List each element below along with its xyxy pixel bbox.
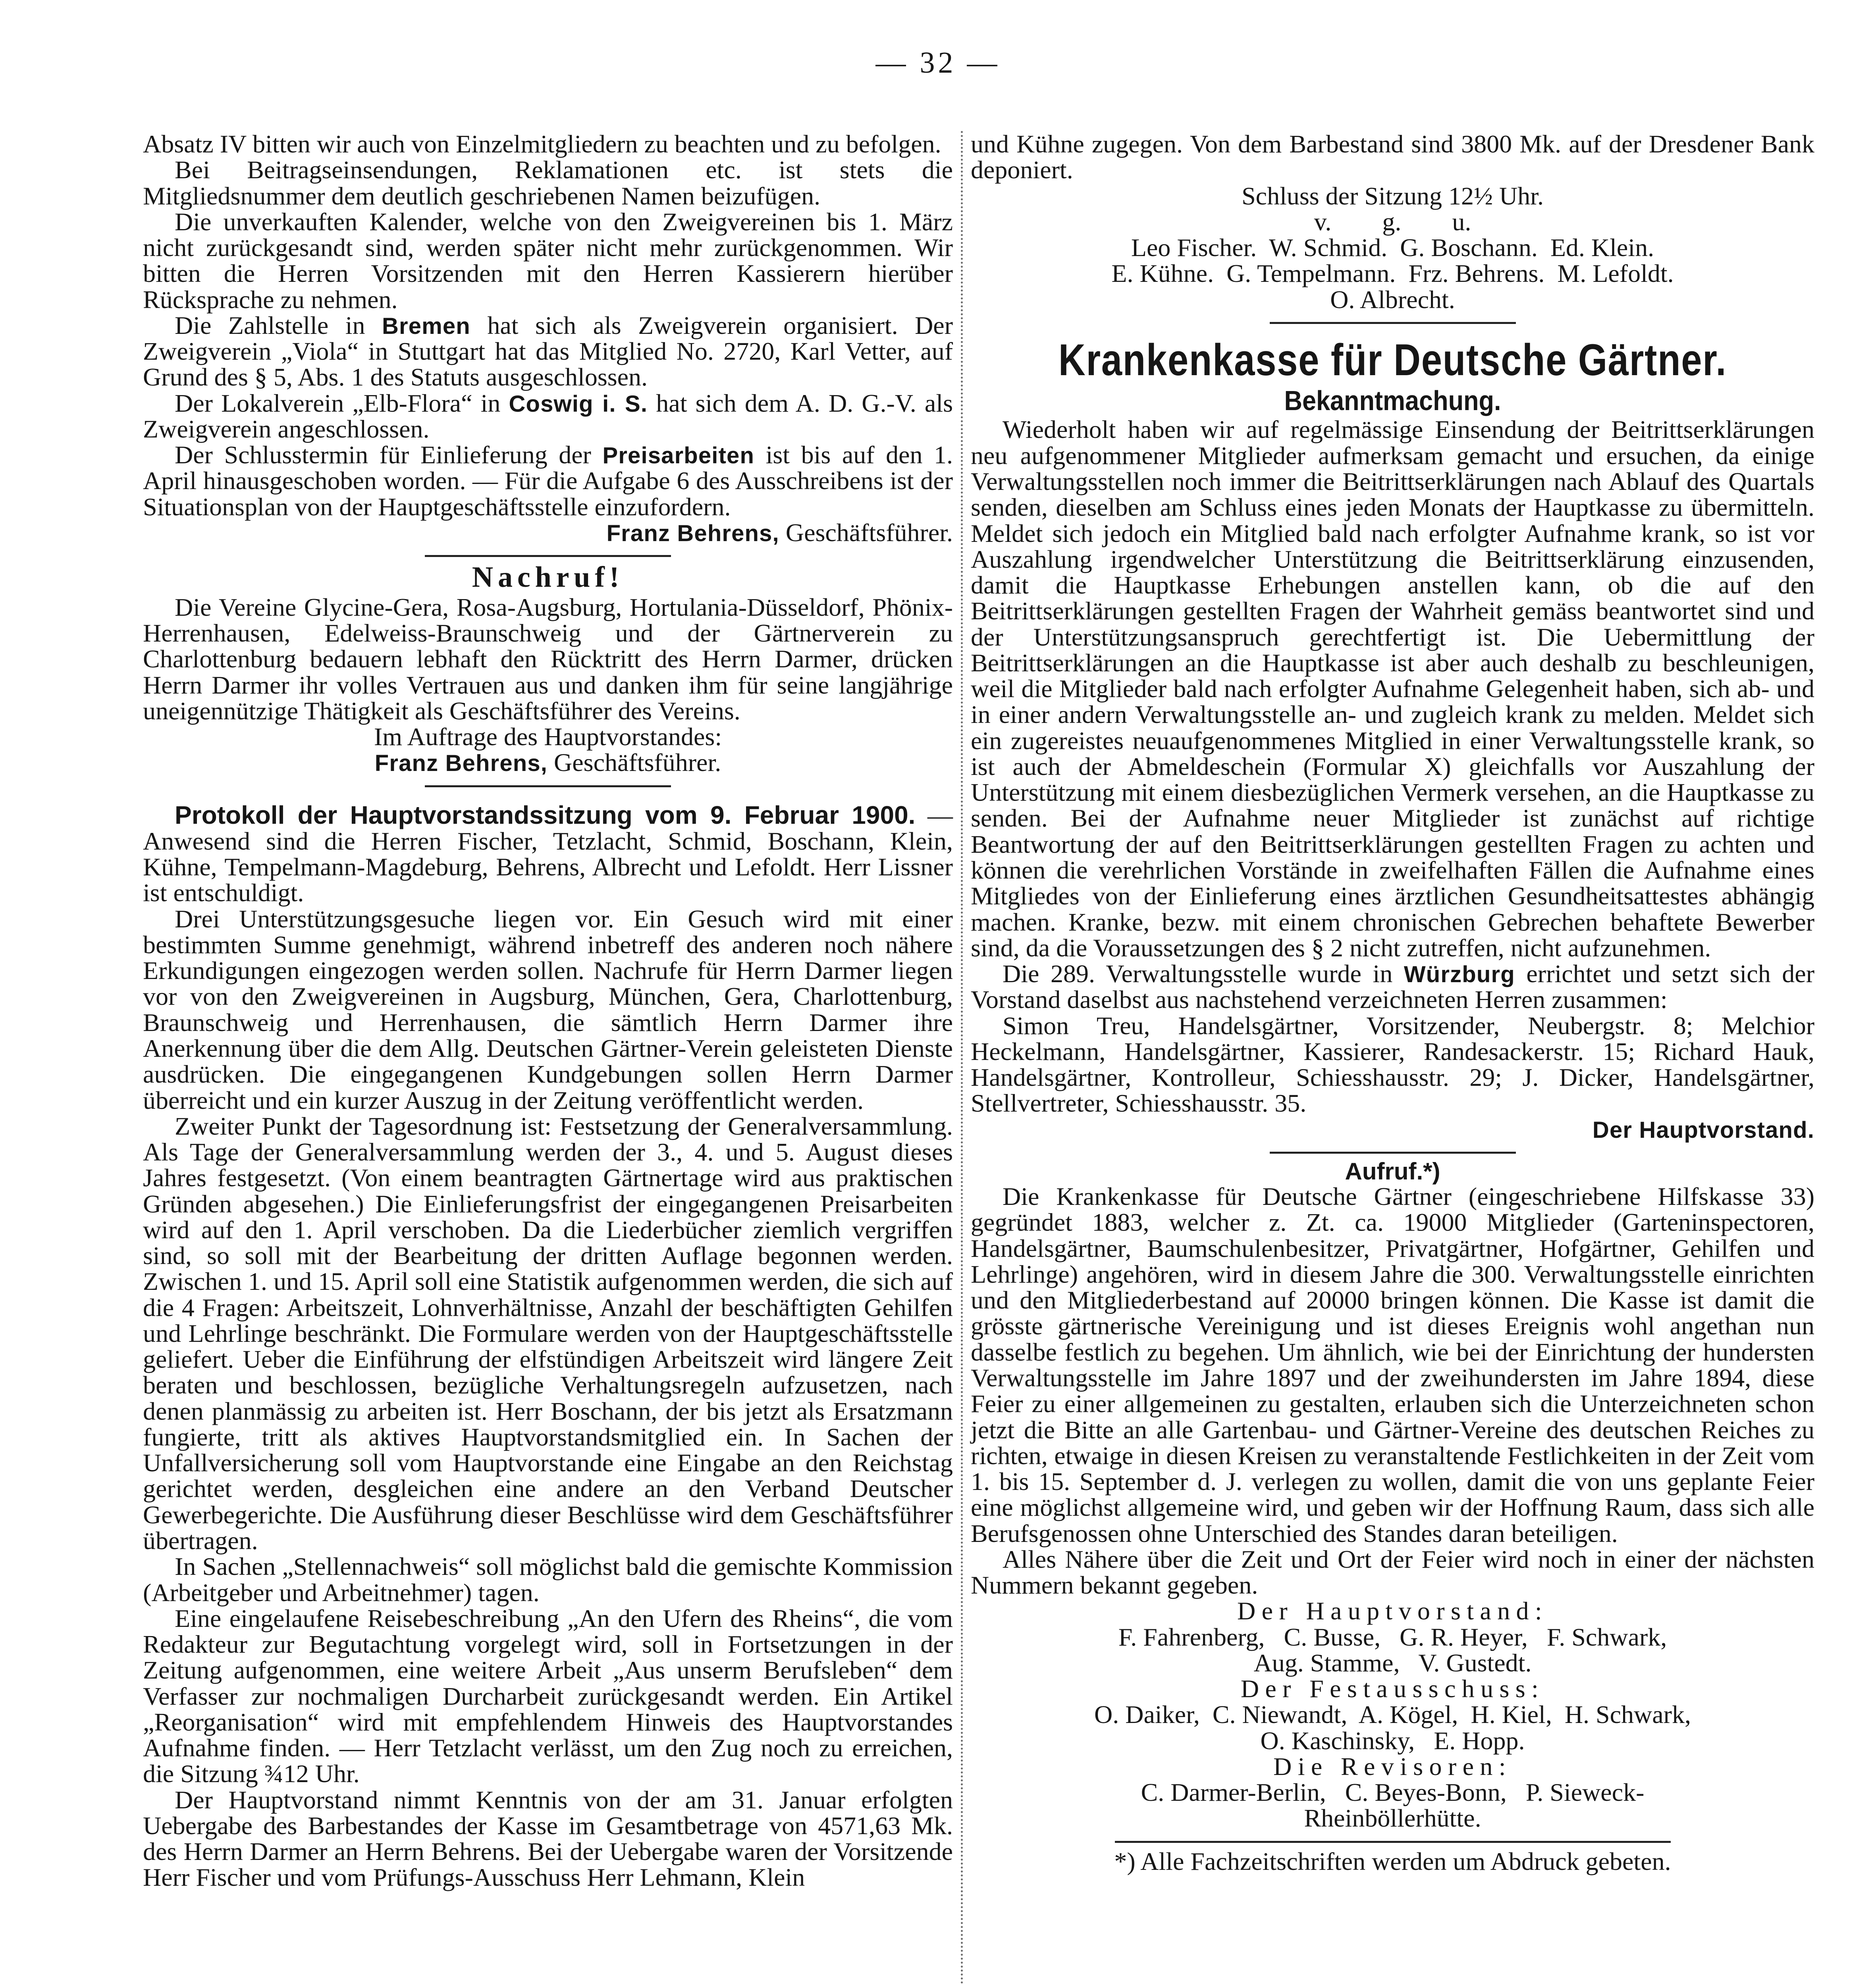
- revisoren-names-1: C. Darmer-Berlin, C. Beyes-Bonn, P. Sieweck-: [1141, 1778, 1645, 1807]
- right-column: [971, 131, 1814, 1874]
- paragraph-reisebeschreibung: Eine eingelaufene Reisebeschreibung „An den Ufern des Rheins“, die vom Redakteur zur Begutachtung vorgelegt wird, soll in Fortsetzungen in der Zeitung aufgenommen, eine weitere Arbeit „Aus unserm Berufsleben“ dem Verfasser zur nochmaligen Durcharbeit zurückgesandt werden. Ein Artikel „Reorganisation“ wird mit empfehlendem Hinweis des Hauptvorstandes Aufnahme finden. — Herr Tetzlacht verlässt, um den Zug noch zu erreichen, die Sitzung ¾12 Uhr.: [143, 1604, 953, 1788]
- text-part: Die Zahlstelle in: [175, 311, 365, 339]
- paragraph-naeheres: Alles Nähere über die Zeit und Ort der Feier wird noch in einer der nächsten Nummern bekannt gegeben.: [971, 1545, 1814, 1600]
- paragraph-tagesordnung: Zweiter Punkt der Tagesordnung ist: Festsetzung der Generalversammlung. Als Tage der Generalversammlung werden der 3., 4. und 5. August dieses Jahres festgesetzt. (Von einem beantragten Gärtnertage wird aus praktischen Gründen abgesehen.) Die Einlieferungsfrist der eingegangenen Preisarbeiten wird auf den 1. April verschoben. Da die Liederbücher ziemlich vergriffen sind, so soll mit der Bearbeitung der dritten Auflage begonnen werden. Zwischen 1. und 15. April soll eine Statistik aufgenommen werden, die sich auf die 4 Fragen: Arbeitszeit, Lohnverhältnisse, Anzahl der beschäftigten Gehilfen und Lehrlinge beschränkt. Die Formulare werden von der Hauptgeschäftsstelle geliefert. Ueber die Einführung der elfstündigen Arbeitszeit wird längere Zeit beraten und beschlossen, bezügliche Verhaltungsregeln aufzusetzen, nach denen planmässig zu arbeiten ist. Herr Boschann, der bis jetzt als Ersatzmann fungierte, tritt als aktives Hauptvorstandsmitglied ein. In Sachen der Unfallversicherung soll vom Hauptvorstande eine Eingabe an den Reichstag gerichtet werden, desgleichen eine andere an den Verband Deutscher Gewerbegerichte. Die Ausführung dieser Beschlüsse wird dem Geschäftsführer übertragen.: [143, 1112, 953, 1555]
- paragraph-elb-flora: [143, 390, 953, 442]
- text-part: Der Schlusstermin für Einlieferung der: [175, 441, 591, 469]
- protokoll-heading: Protokoll der Hauptvorstandssitzung vom 9. Februar 1900.: [175, 800, 916, 829]
- signature-behrens-1: [143, 520, 953, 545]
- section-rule: [425, 555, 671, 557]
- hauptvorstand-names-2: Aug. Stamme, V. Gustedt.: [1253, 1648, 1532, 1677]
- paragraph-kalender: Die unverkauften Kalender, welche von den Zweigvereinen bis 1. März nicht zurückgesandt sind, werden später nicht mehr zurückgenommen. Wir bitten die Herren Vorsitzenden mit den Herren Kassierern hierüber Rücksprache zu nehmen.: [143, 207, 953, 314]
- text-part: hat sich als Zweigverein organisiert. Der Zweigverein „Viola“ in Stuttgart hat das Mitglied No. 2720, Karl Vetter, auf Grund des § 5, Abs. 1 des Statuts ausgeschlossen.: [143, 311, 953, 391]
- footnote: *) Alle Fachzeitschriften werden um Abdruck gebeten.: [1114, 1847, 1671, 1875]
- place-bremen: Bremen: [382, 313, 470, 339]
- text-part: hat sich dem A. D. G.-V. als Zweigverein angeschlossen.: [143, 389, 953, 443]
- text-part: — Anwesend sind die Herren Fischer, Tetzlacht, Schmid, Boschann, Klein, Kühne, Tempelmann-Magdeburg, Behrens, Albrecht und Lefoldt. Herr Lissner ist entschuldigt.: [143, 801, 953, 907]
- left-column: [143, 131, 953, 1891]
- paragraph-preisarbeiten: [143, 442, 953, 520]
- section-rule: [425, 785, 671, 787]
- signature-name: Franz Behrens,: [606, 520, 779, 546]
- signatories-line-1: Leo Fischer. W. Schmid. G. Boschann. Ed. Klein.: [1131, 233, 1654, 262]
- revisoren-names-2: Rheinböllerhütte.: [1304, 1804, 1481, 1833]
- term-preisarbeiten: Preisarbeiten: [602, 443, 755, 469]
- vgu-marker: v. g. u.: [1314, 207, 1471, 236]
- text-part: ist bis auf den 1. April hinausgeschoben worden. — Für die Aufgabe 6 des Ausschreibens ist der Situationsplan von der Hauptgeschäftsstelle einzufordern.: [143, 441, 953, 521]
- paragraph-unterstuetzung: Drei Unterstützungsgesuche liegen vor. Ein Gesuch wird mit einer bestimmten Summe genehmigt, während inbetreff des anderen noch nähere Erkundigungen eingezogen werden sollen. Nachrufe für Herrn Darmer liegen vor von den Zweigvereinen in Augsburg, München, Gera, Charlottenburg, Braunschweig und Herrenhausen, die sämtlich Herrn Darmer ihre Anerkennung über die dem Allg. Deutschen Gärtner-Verein geleisteten Dienste ausdrücken. Die eingegangenen Kundgebungen sollen Herrn Darmer überreicht und ein kurzer Auszug in der Zeitung veröffentlicht werden.: [143, 904, 953, 1114]
- paragraph-nachruf: Die Vereine Glycine-Gera, Rosa-Augsburg, Hortulania-Düsseldorf, Phönix-Herrenhausen, Edelweiss-Braunschweig und der Gärtnerverein zu Charlottenburg bedauern lebhaft den Rücktritt des Herrn Darmer, drücken Herrn Darmer ihr volles Vertrauen aus und danken ihm für seine langjährige uneigennützige Thätigkeit als Geschäftsführer des Vereins.: [143, 593, 953, 725]
- text-part: Die 289. Verwaltungsstelle wurde in: [1003, 960, 1393, 988]
- paragraph-beitragseinsendungen: Bei Beitragseinsendungen, Reklamationen etc. ist stets die Mitgliedsnummer dem deutlich geschriebenen Namen beizufügen.: [143, 156, 953, 210]
- festausschuss-names-2: O. Kaschinsky, E. Hopp.: [1260, 1726, 1525, 1755]
- signatories-line-2: E. Kühne. G. Tempelmann. Frz. Behrens. M. Lefoldt.: [1111, 259, 1674, 288]
- signatories-line-3: O. Albrecht.: [1330, 285, 1455, 314]
- paragraph-protokoll-intro: [143, 802, 953, 906]
- paragraph-stellennachweis: In Sachen „Stellennachweis“ soll möglichst bald die gemischte Kommission (Arbeitgeber und Arbeitnehmer) tagen.: [143, 1552, 953, 1607]
- signature-name: Der Hauptvorstand.: [1592, 1117, 1814, 1143]
- festausschuss-heading: Der Festausschuss:: [1240, 1675, 1545, 1703]
- bekanntmachung-heading: Bekanntmachung.: [1284, 385, 1501, 416]
- aufruf-heading: Aufruf.*): [1345, 1158, 1440, 1185]
- meeting-close: Schluss der Sitzung 12½ Uhr.: [1242, 181, 1544, 210]
- signature-role: Geschäftsführer.: [554, 748, 721, 777]
- place-wuerzburg: Würzburg: [1404, 962, 1515, 988]
- column-divider: [961, 131, 963, 1985]
- signature-behrens-2: [143, 750, 953, 775]
- text-part: Der Lokalverein „Elb-Flora“ in: [175, 389, 501, 417]
- page-number: — 32 —: [875, 46, 1001, 79]
- hauptvorstand-names-1: F. Fahrenberg, C. Busse, G. R. Heyer, F. Schwark,: [1118, 1623, 1667, 1651]
- paragraph-vorstand-members: [971, 1013, 1814, 1116]
- text-part: errichtet und setzt sich der Vorstand daselbst aus nachstehend verzeichneten Herren zusammen:: [971, 960, 1815, 1014]
- paragraph-einzelmitglieder: Absatz IV bitten wir auch von Einzelmitgliedern zu beachten und zu befolgen.: [143, 130, 941, 158]
- signature-hauptvorstand: [971, 1116, 1814, 1142]
- paragraph-wuerzburg: [971, 961, 1814, 1013]
- paragraph-zahlstelle-bremen: [143, 312, 953, 390]
- signature-name: Franz Behrens,: [374, 750, 548, 777]
- paragraph-aufruf: Die Krankenkasse für Deutsche Gärtner (eingeschriebene Hilfskasse 33) gegründet 1883, welcher z. Zt. ca. 19000 Mitglieder (Garteninspectoren, Handelsgärtner, Baumschulenbesitzer, Privatgärtner, Hofgärtner, Gehilfen und Lehrlinge) angehören, wird in diesem Jahre die 300. Verwaltungsstelle einrichten und den Mitgliederbestand auf 20000 bringen können. Die Kasse ist damit die grösste gärtnerische Vereinigung und ist dieses Ereignis wohl angethan nun dasselbe festlich zu begehen. Um ähnlich, wie bei der Einrichtung der hundersten Verwaltungsstelle im Jahre 1897 und der zweihundersten im Jahre 1894, diese Feier zu einer allgemeinen zu gestalten, erlauben sich die Unterzeichneten schon jetzt die Bitte an alle Gartenbau- und Gärtner-Vereine des deutschen Reiches zu richten, etwaige in diesen Kreisen zu veranstaltende Festlichkeiten in der Zeit vom 1. bis 15. September d. J. verlegen zu wollen, damit die von uns geplante Feier eine möglichst allgemeine wird, und geben wir der Hoffnung Raum, dass sich alle Berufsgenossen ohne Unterschied des Standes daran beteiligen.: [971, 1182, 1814, 1548]
- section-rule: [1270, 322, 1516, 324]
- hauptvorstand-heading: Der Hauptvorstand:: [1237, 1597, 1548, 1625]
- place-coswig: Coswig i. S.: [509, 391, 648, 417]
- signature-role: Geschäftsführer.: [785, 518, 953, 547]
- nachruf-auftrag: Im Auftrage des Hauptvorstandes:: [374, 723, 722, 751]
- paragraph-continuation: und Kühne zugegen. Von dem Barbestand sind 3800 Mk. auf der Dresdener Bank deponiert.: [971, 130, 1814, 184]
- footnote-rule: [1115, 1841, 1671, 1843]
- krankenkasse-heading: Krankenkasse für Deutsche Gärtner.: [1058, 335, 1727, 385]
- section-rule: [1270, 1152, 1516, 1154]
- revisoren-heading: Die Revisoren:: [1273, 1752, 1512, 1781]
- nachruf-heading: Nachruf!: [472, 561, 624, 594]
- festausschuss-names-1: O. Daiker, C. Niewandt, A. Kögel, H. Kiel, H. Schwark,: [1094, 1700, 1691, 1729]
- paragraph-barbestand: Der Hauptvorstand nimmt Kenntnis von der am 31. Januar erfolgten Uebergabe des Barbestandes der Kasse im Gesamtbetrage von 4571,63 Mk. des Herrn Darmer an Herrn Behrens. Bei der Uebergabe waren der Vorsitzende Herr Fischer und vom Prüfungs-Ausschuss Herr Lehmann, Klein: [143, 1785, 953, 1892]
- paragraph-beitrittserklaerungen: Wiederholt haben wir auf regelmässige Einsendung der Beitrittserklärungen neu aufgenommener Mitglieder aufmerksam gemacht und ersuchen, da einige Verwaltungsstellen noch immer die Beitrittserklärungen nach Ablauf des Quartals senden, dieselben am Schluss eines jeden Monats der Hauptkasse zu übermitteln. Meldet sich jedoch ein Mitglied bald nach erfolgter Aufnahme krank, so ist vor Auszahlung irgendwelcher Unterstützung die Beitrittserklärung einzusenden, damit die Hauptkasse Erhebungen anstellen kann, ob die auf den Beitrittserklärungen gestellten Fragen der Wahrheit gemäss beantwortet sind und der Unterstützungsanspruch gerechtfertigt ist. Die Uebermittlung der Beitrittserklärungen an die Hauptkasse ist aber auch deshalb zu beschleunigen, weil die Mitglieder bald nach erfolgter Aufnahme Gelegenheit haben, sich ab- und in einer andern Verwaltungsstelle an- und zugleich krank zu melden. Meldet sich ein zugereistes neuaufgenommenes Mitglied in einer Verwaltungsstelle krank, so ist auch der Abmeldeschein (Formular X) gleichfalls vor Auszahlung der Unterstützung mit einem diesbezüglichen Vermerk versehen, an die Hauptkasse zu senden. Bei der Aufnahme neuer Mitglieder ist zunächst auf richtige Beantwortung der auf den Beitrittserklärungen gestellten Fragen zu achten und können die verehrlichen Vorstände in zweifelhaften Fällen die Aufnahme eines Mitgliedes von der Einlieferung eines ärztlichen Gesundheitsattestes abhängig machen. Kranke, bezw. mit einem chronischen Gebrechen behaftete Bewerber sind, da die Voraussetzungen des § 2 nicht zutreffen, nicht aufzunehmen.: [971, 415, 1814, 962]
- text-part: Simon Treu, Handelsgärtner, Vorsitzender, Neubergstr. 8; Melchior Heckelmann, Handelsgärtner, Kassierer, Randesackerstr. 15; Richard Hauk, Handelsgärtner, Kontrolleur, Schiesshausstr. 29; J. Dicker, Handelsgärtner, Stellvertreter, Schiesshausstr. 35.: [971, 1011, 1814, 1118]
